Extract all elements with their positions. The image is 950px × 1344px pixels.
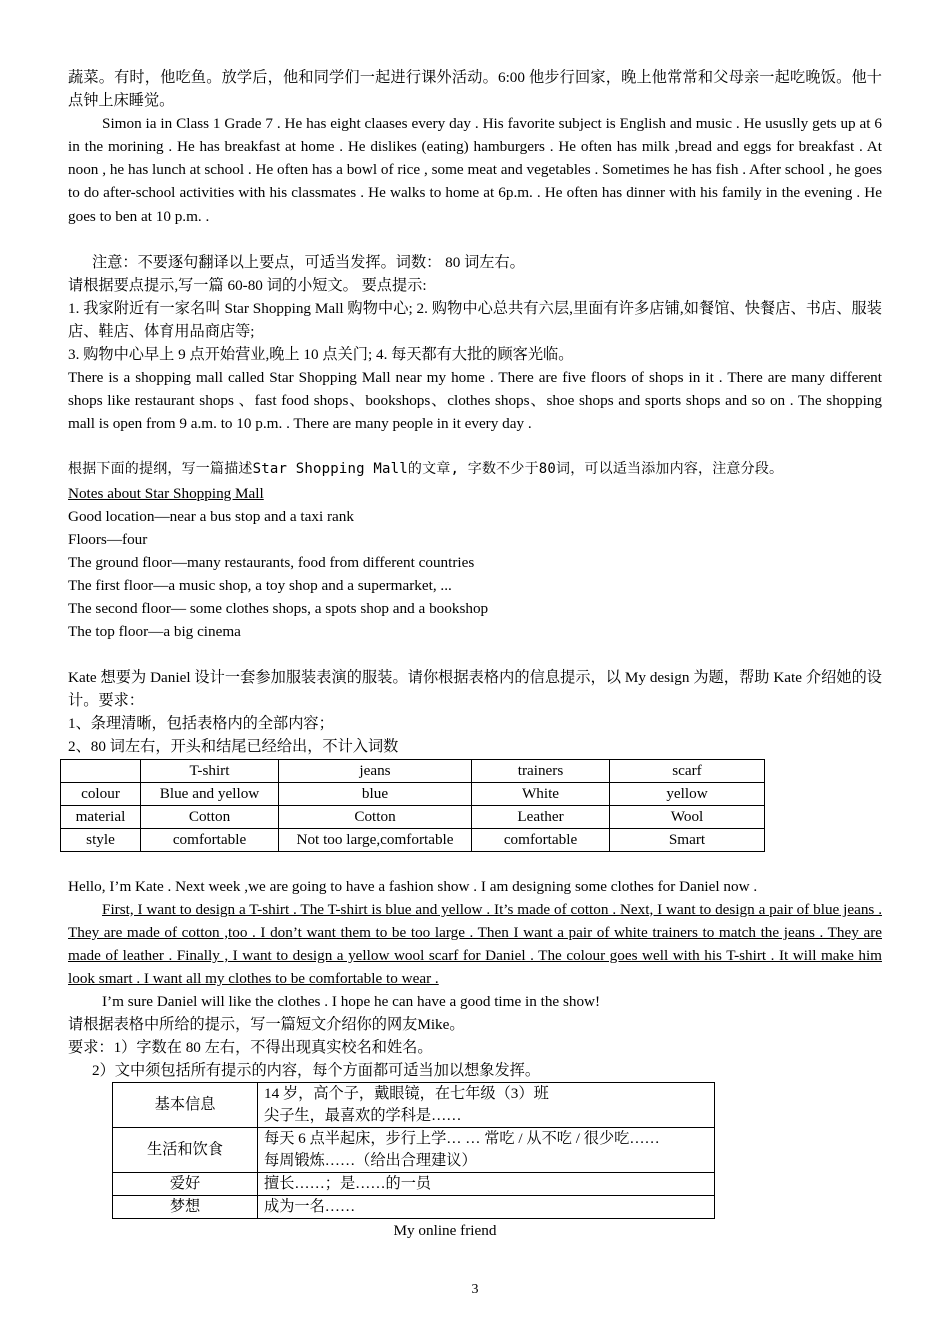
design-requirement-2: 2、80 词左右，开头和结尾已经给出，不计入词数: [68, 738, 399, 756]
table-cell: Leather: [472, 805, 610, 828]
mall-essay-paragraph: There is a shopping mall called Star Shopping Mall near my home . There are five floors of shops in it . There are many different shops like restaurant shops 、fast food shops、bookshops、clothes shops、shoe shops and sports shops and so on . The shopping mall is open from 9 a.m. to 10 p.m. . There are many people in it every day .: [68, 369, 882, 433]
table-cell: blue: [279, 782, 472, 805]
mall-task-points-1-2: 1. 我家附近有一家名叫 Star Shopping Mall 购物中心; 2. 购物中心总共有六层,里面有许多店铺,如餐馆、快餐店、书店、服装店、鞋店、体育用品商店等;: [68, 299, 882, 340]
spacer: [68, 228, 882, 251]
spacer: [68, 643, 882, 666]
table-cell: [61, 759, 141, 782]
simon-essay-paragraph: Simon ia in Class 1 Grade 7 . He has eight claases every day . His favorite subject is English and music . He ususlly gets up at 6 in the morining . He has breakfast at home . He dislikes (eating) hamburgers . He often has milk ,bread and eggs for breakfast . At noon , he has lunch at school . He often has a bowl of rice , some meat and vegetables . Sometimes he has fish . After school , he goes to do after-school activities with his classmates . He walks to home at 6p.m. . He often has dinner with his family in the evening . He goes to ben at 10 p.m. .: [68, 115, 882, 225]
table-cell: comfortable: [472, 828, 610, 851]
spacer: [68, 435, 882, 458]
table-cell: Smart: [610, 828, 765, 851]
table-cell: style: [61, 828, 141, 851]
table-value-line: 14 岁，高个子，戴眼镜，在七年级（3）班: [264, 1085, 549, 1103]
essay-title: My online friend: [393, 1222, 497, 1240]
notes-title: Notes about Star Shopping Mall: [68, 484, 264, 502]
table-header-row: [61, 759, 765, 782]
notes-task-instruction: 根据下面的提纲，写一篇描述Star Shopping Mall的文章, 字数不少于80词，可以适当添加内容，注意分段。: [68, 461, 784, 478]
table-value-line: 每周锻炼……（给出合理建议）: [264, 1152, 477, 1170]
document-page: [68, 66, 882, 1242]
notes-line: The ground floor—many restaurants, food from different countries: [68, 553, 475, 571]
table-cell: Wool: [610, 805, 765, 828]
table-value-line: 尖子生，最喜欢的学科是……: [264, 1107, 462, 1125]
table-row: [113, 1128, 715, 1173]
table-value-line: 擅长……；是……的一员: [264, 1175, 432, 1193]
table-cell: material: [61, 805, 141, 828]
table-row: [61, 828, 765, 851]
table-cell: yellow: [610, 782, 765, 805]
design-opening-sentence: Hello, I’m Kate . Next week ,we are going to have a fashion show . I am designing some clothes for Daniel now .: [68, 877, 758, 895]
table-value-cell: [258, 1083, 715, 1128]
note-paragraph: 注意：不要逐句翻译以上要点，可适当发挥。词数： 80 词左右。: [92, 253, 525, 271]
design-body-paragraph: [68, 898, 882, 990]
table-key-cell: 基本信息: [113, 1083, 258, 1128]
table-cell: Blue and yellow: [141, 782, 279, 805]
table-key-cell: 生活和饮食: [113, 1128, 258, 1173]
mall-task-points-3-4: 3. 购物中心早上 9 点开始营业,晚上 10 点关门; 4. 每天都有大批的顾客光临。: [68, 346, 574, 364]
table-row: [61, 805, 765, 828]
design-closing-sentence: I’m sure Daniel will like the clothes . I hope he can have a good time in the show!: [102, 993, 601, 1010]
spacer: [68, 852, 882, 875]
table-cell: White: [472, 782, 610, 805]
table-key-cell: 爱好: [113, 1173, 258, 1196]
notes-line: The top floor—a big cinema: [68, 623, 241, 641]
table-cell: jeans: [279, 759, 472, 782]
design-body-text: First, I want to design a T-shirt . The T-shirt is blue and yellow . It’s made of cotton . Next, I want to design a pair of blue jeans . They are made of cotton ,too . I don’t want them to be too large . Then I want a pair of white trainers to match the jeans . They are made of leather . Finally , I want to design a yellow wool scarf for Daniel . The colour goes well with his T-shirt . It will make him look smart . I want all my clothes to be comfortable to wear .: [68, 900, 882, 987]
table-row: [61, 782, 765, 805]
table-cell: comfortable: [141, 828, 279, 851]
table-value-cell: [258, 1196, 715, 1219]
design-task-instruction: Kate 想要为 Daniel 设计一套参加服装表演的服装。请你根据表格内的信息提示，以 My design 为题，帮助 Kate 介绍她的设计。要求：: [68, 669, 882, 710]
intro-chinese-paragraph: 蔬菜。有时，他吃鱼。放学后，他和同学们一起进行课外活动。6:00 他步行回家，晚上他常常和父母亲一起吃晚饭。他十点钟上床睡觉。: [68, 69, 882, 110]
notes-line: The first floor—a music shop, a toy shop and a supermarket, ...: [68, 576, 452, 594]
notes-line: Good location—near a bus stop and a taxi rank: [68, 507, 354, 525]
table-cell: Not too large,comfortable: [279, 828, 472, 851]
table-cell: colour: [61, 782, 141, 805]
table-value-cell: [258, 1128, 715, 1173]
table-cell: scarf: [610, 759, 765, 782]
table-value-line: 每天 6 点半起床，步行上学… … 常吃 / 从不吃 / 很少吃……: [264, 1130, 660, 1148]
table-cell: Cotton: [141, 805, 279, 828]
friend-requirement-2: 2）文中须包括所有提示的内容，每个方面都可适当加以想象发挥。: [92, 1062, 541, 1080]
table-key-cell: 梦想: [113, 1196, 258, 1219]
online-friend-table: [112, 1082, 715, 1219]
page-number: 3: [471, 1282, 479, 1297]
table-cell: T-shirt: [141, 759, 279, 782]
table-row: [113, 1173, 715, 1196]
clothes-design-table: [60, 759, 765, 852]
table-value-line: 成为一名……: [264, 1198, 356, 1216]
notes-line: Floors—four: [68, 530, 148, 548]
friend-task-instruction: 请根据表格中所给的提示，写一篇短文介绍你的网友Mike。: [68, 1016, 465, 1034]
table-cell: Cotton: [279, 805, 472, 828]
table-cell: trainers: [472, 759, 610, 782]
table-row: [113, 1196, 715, 1219]
friend-requirement-1: 要求：1）字数在 80 左右，不得出现真实校名和姓名。: [68, 1039, 433, 1057]
table-row: [113, 1083, 715, 1128]
design-requirement-1: 1、条理清晰，包括表格内的全部内容；: [68, 715, 334, 733]
notes-line: The second floor— some clothes shops, a spots shop and a bookshop: [68, 599, 489, 617]
table-value-cell: [258, 1173, 715, 1196]
mall-task-instruction: 请根据要点提示,写一篇 60-80 词的小短文。 要点提示:: [68, 276, 427, 294]
